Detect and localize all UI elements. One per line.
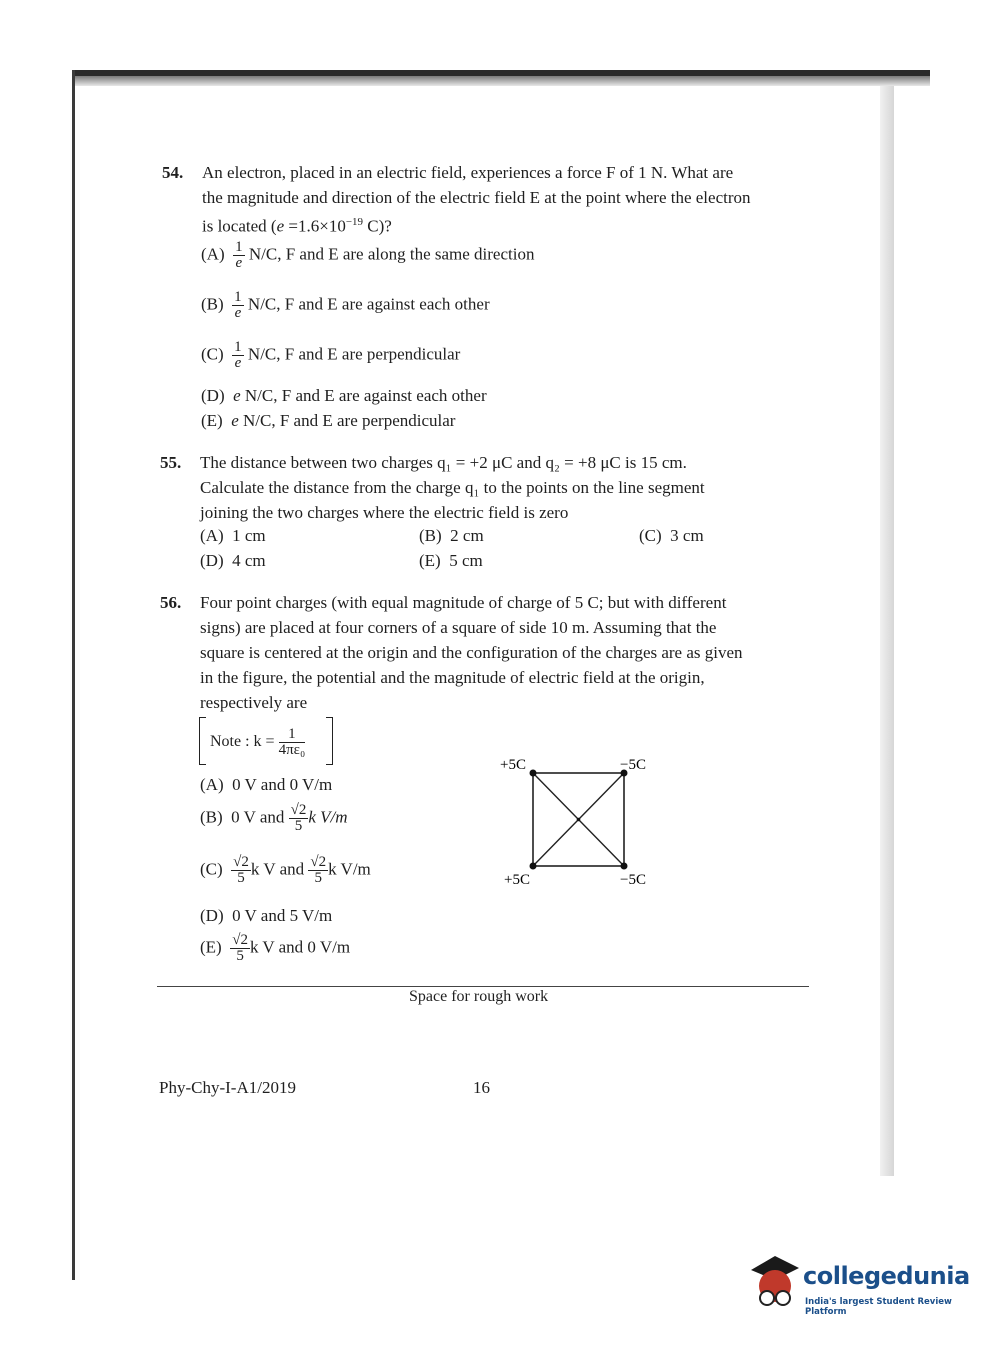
- option-a[interactable]: (A) 0 V and 0 V/m: [200, 775, 333, 794]
- note-label: Note : k =: [210, 733, 275, 751]
- brand-tagline: India's largest Student Review Platform: [805, 1297, 952, 1317]
- label-bottom-left: +5C: [504, 872, 530, 888]
- charge-dot-bottom-right: [621, 863, 628, 870]
- option-c[interactable]: (C) $\frac{1}{e}$ N/C, F and E are perpendicular: [201, 339, 461, 371]
- question-number: 56.: [160, 593, 182, 612]
- question-text-line: The distance between two charges q₁ = +2 μC and q₂ = +8 μC is 15 cm.: [200, 453, 687, 472]
- question-number: 54.: [162, 163, 184, 182]
- question-text-line: Four point charges (with equal magnitude of charge of 5 C; but with different: [200, 593, 727, 612]
- charge-square-figure: [490, 750, 670, 895]
- question-text-line: signs) are placed at four corners of a square of side 10 m. Assuming that the: [200, 618, 717, 637]
- question-text-line: is located ($e =1.6\times 10^{-19}$ C)?: [202, 216, 392, 236]
- origin-dot: [577, 818, 581, 822]
- question-text-line: respectively are: [200, 693, 308, 712]
- question-text-line: An electron, placed in an electric field, experiences a force F of 1 N. What are: [202, 163, 734, 182]
- page-right-edge: [880, 86, 894, 1176]
- option-e[interactable]: (E) $\frac{√2}{5}$ k V and 0 V/m: [200, 932, 351, 964]
- page-number: 16: [473, 1078, 490, 1097]
- option-d[interactable]: (D) e N/C, F and E are against each other: [201, 386, 487, 405]
- rough-work-label: Space for rough work: [409, 988, 549, 1005]
- question-number: 55.: [160, 453, 182, 472]
- charge-dot-bottom-left: [530, 863, 537, 870]
- option-b[interactable]: (B) 2 cm: [419, 526, 484, 545]
- option-a[interactable]: (A) 1 cm: [200, 526, 266, 545]
- label-bottom-right: −5C: [620, 872, 646, 888]
- paper-code: Phy-Chy-I-A1/2019: [159, 1078, 296, 1097]
- question-text-line: the magnitude and direction of the electric field E at the point where the electron: [202, 188, 751, 207]
- collegedunia-logo: [745, 1248, 970, 1318]
- page-left-edge: [72, 70, 75, 1280]
- option-e[interactable]: (E) 5 cm: [419, 551, 483, 570]
- brand-name: collegedunia: [803, 1262, 970, 1290]
- charge-dot-top-left: [530, 770, 537, 777]
- option-e[interactable]: (E) e N/C, F and E are perpendicular: [201, 411, 456, 430]
- option-b[interactable]: (B) $\frac{1}{e}$ N/C, F and E are against each other: [201, 289, 490, 321]
- question-text-line: in the figure, the potential and the magnitude of electric field at the origin,: [200, 668, 705, 687]
- option-c[interactable]: (C) 3 cm: [639, 526, 704, 545]
- question-text-line: square is centered at the origin and the configuration of the charges are as given: [200, 643, 743, 662]
- option-d[interactable]: (D) 0 V and 5 V/m: [200, 906, 333, 925]
- note-box: Note : k = $\frac{1}{\text{4πε₀}}$: [199, 717, 333, 765]
- rough-work-divider: [157, 986, 809, 987]
- option-c[interactable]: (C) $\frac{√2}{5}$ k V and $\frac{√2}{5}$ k V/m: [200, 854, 371, 886]
- mascot-icon: [745, 1248, 801, 1318]
- label-top-left: +5C: [500, 757, 526, 773]
- page-top-shadow: [72, 76, 930, 86]
- question-text-line: Calculate the distance from the charge q₁ to the points on the line segment: [200, 478, 705, 497]
- option-b[interactable]: (B) 0 V and $\frac{√2}{5}$ k V/m: [200, 802, 348, 834]
- option-d[interactable]: (D) 4 cm: [200, 551, 266, 570]
- question-text-line: joining the two charges where the electric field is zero: [200, 503, 569, 522]
- option-a[interactable]: (A) $\frac{1}{e}$ N/C, F and E are along the same direction: [201, 239, 535, 271]
- label-top-right: −5C: [620, 757, 646, 773]
